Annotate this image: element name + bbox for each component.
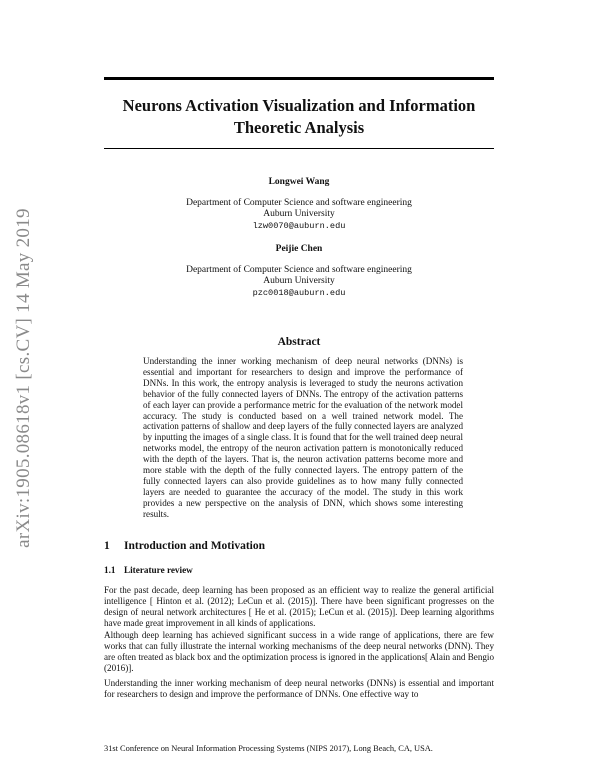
section-heading bbox=[104, 540, 494, 552]
author-name: Longwei Wang bbox=[268, 177, 330, 187]
author-block-1 bbox=[104, 177, 494, 232]
paper-title: Neurons Activation Visualization and Information Theoretic Analysis bbox=[122, 96, 476, 137]
subsection-number: 1.1 bbox=[104, 565, 116, 575]
subsection-heading bbox=[104, 565, 494, 575]
author-university: Auburn University bbox=[263, 276, 335, 286]
arxiv-identifier bbox=[8, 198, 40, 558]
title-bottom-rule bbox=[104, 148, 494, 149]
body-paragraph-1: For the past decade, deep learning has been proposed as an efficient way to realize the general artificial intelligence [ Hinton et al. (2012); LeCun et al. (2015)]. There have been significant progresses on the design of neural network architectures [ He et al. (2015); LeCun et al. (2015)]. Deep learning algorithms have made great improvement in all kinds of applications. bbox=[104, 585, 494, 628]
abstract-heading: Abstract bbox=[277, 336, 321, 348]
conference-footnote: 31st Conference on Neural Information Processing Systems (NIPS 2017), Long Beach, CA, USA. bbox=[104, 744, 433, 753]
section-title: Introduction and Motivation bbox=[124, 540, 266, 552]
body-paragraph-2: Although deep learning has achieved significant success in a wide range of applications, there are few works that can fully illustrate the internal working mechanisms of the deep neural networks (DNN). They are often treated as black box and the optimization process is ignored in the applications[ Alain and Bengio (2016)]. bbox=[104, 630, 494, 673]
author-block-2 bbox=[104, 244, 494, 299]
author-name: Peijie Chen bbox=[275, 244, 323, 254]
abstract-text: Understanding the inner working mechanism of deep neural networks (DNNs) is essential and important for researchers to design and improve the performance of DNNs. In this work, the entropy analysis is leveraged to study the neurons activation behavior of the fully connected layers of DNNs. The entropy of the activation patterns of each layer can provide a performance metric for the evaluation of the network model accuracy. The study is conducted based on a well trained network model. The activation patterns of shallow and deep layers of the fully connected layers are analyzed by inputting the images of a single class. It is found that for the well trained deep neural networks model, the entropy of the neuron activation pattern is monotonically reduced with the depth of the layers. That is, the neuron activation patterns become more and more stable with the depth of the fully connected layers. The entropy pattern of the fully connected layers can also provide guidelines as to how many fully connected layers are needed to guarantee the accuracy of the model. The study in this work provides a new perspective on the analysis of DNN, which shows some interesting results. bbox=[143, 356, 463, 519]
arxiv-identifier-text: arXiv:1905.08618v1 [cs.CV] 14 May 2019 bbox=[13, 208, 34, 548]
author-email[interactable]: lzw0070@auburn.edu bbox=[252, 220, 346, 231]
section-number: 1 bbox=[104, 540, 110, 552]
author-email[interactable]: pzc0018@auburn.edu bbox=[252, 287, 346, 298]
title-top-rule bbox=[104, 77, 494, 80]
author-department: Department of Computer Science and software engineering bbox=[186, 197, 412, 208]
subsection-title: Literature review bbox=[124, 565, 193, 575]
author-department: Department of Computer Science and software engineering bbox=[186, 264, 412, 275]
author-university: Auburn University bbox=[263, 209, 335, 219]
body-paragraph-3: Understanding the inner working mechanism of deep neural networks (DNNs) is essential and important for researchers to design and improve the performance of DNNs. One effective way to bbox=[104, 678, 494, 699]
